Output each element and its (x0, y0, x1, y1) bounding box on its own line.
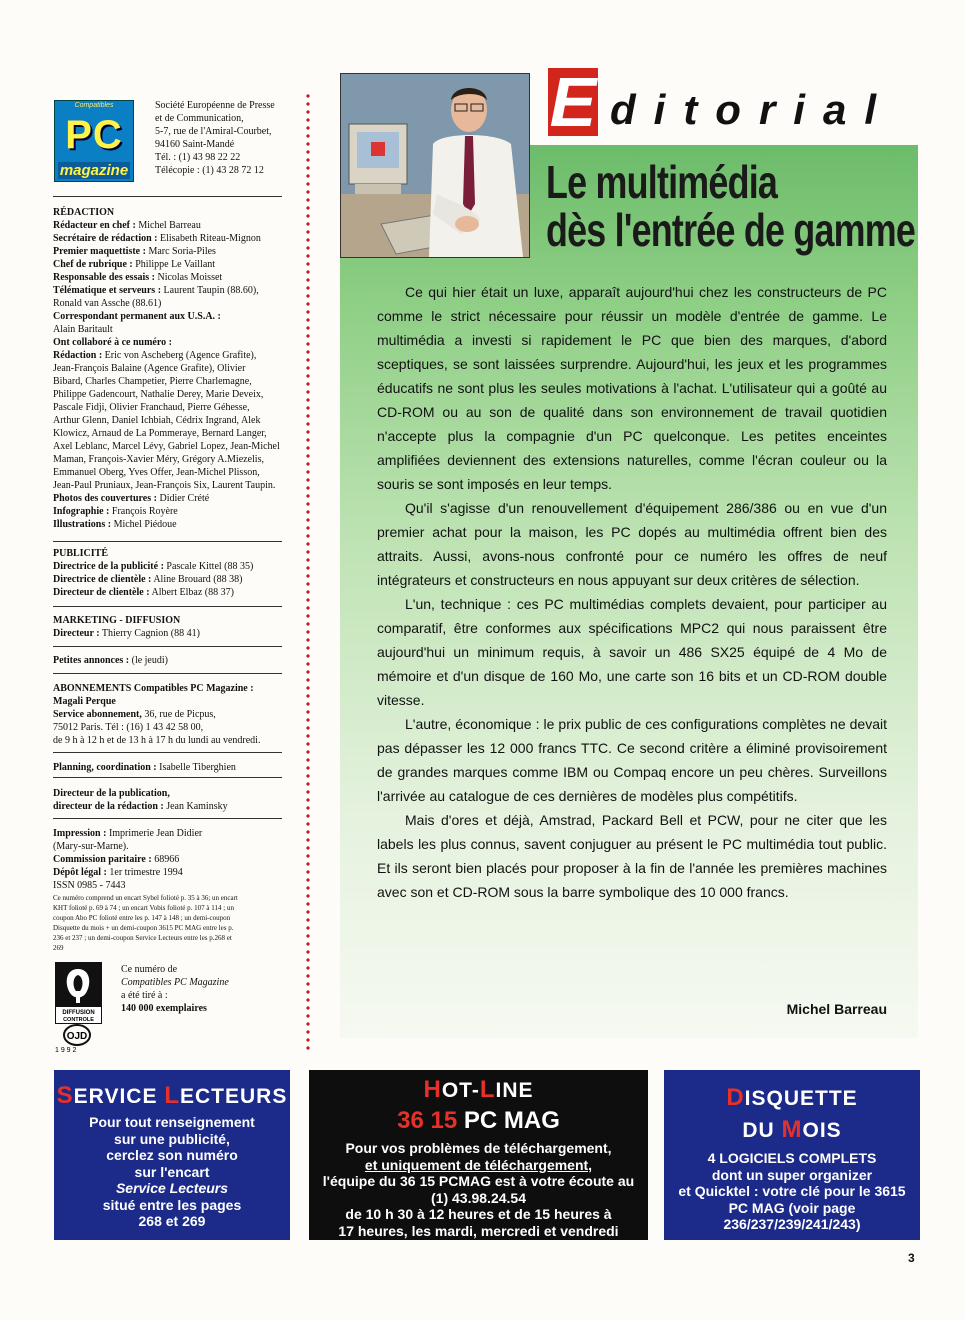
credit-row (53, 401, 288, 414)
credit-label: Ont collaboré à ce numéro : (53, 337, 172, 348)
credit-row (53, 297, 288, 310)
direction-credits (53, 787, 288, 813)
credit-label: Petites annonces : (53, 655, 130, 666)
credit-text: Thierry Cagnion (88 41) (99, 628, 200, 639)
credit-row (53, 573, 288, 586)
controle-label: CONTROLE (63, 1017, 94, 1023)
encart-line: Disquette du mois + un demi-coupon 3615 PC MAG entre les p. (53, 924, 234, 932)
credit-label: Responsable des essais : (53, 272, 155, 283)
title-text: ECTEURS (179, 1085, 288, 1108)
credit-text: 1er trimestre 1994 (106, 867, 183, 878)
credit-text: Arthur Glenn, Daniel Ichbiah, Cédrix Ingrand, Alek (53, 415, 261, 426)
box-line: l'équipe du 36 15 PCMAG est à votre écoute au (322, 1173, 635, 1189)
credit-text: Laurent Taupin (88.60), (161, 285, 259, 296)
impression-credits (53, 827, 288, 892)
hotline-box (309, 1070, 648, 1240)
diffusion-label: DIFFUSION (62, 1010, 95, 1016)
credit-row (53, 336, 288, 349)
divider (53, 752, 282, 753)
ojd-logo (55, 1024, 100, 1052)
credit-text: (le jeudi) (129, 655, 168, 666)
credit-label: Directrice de clientèle : (53, 574, 152, 585)
hotline-number (309, 1108, 648, 1134)
hotline-code: 36 15 (397, 1107, 458, 1134)
editorial-body (377, 280, 887, 904)
credit-label: Service abonnement, (53, 709, 142, 720)
publisher-line: Tél. : (1) 43 98 22 22 (155, 152, 241, 163)
credit-label: Planning, coordination : (53, 762, 157, 773)
divider (53, 673, 282, 674)
credit-row (53, 708, 288, 721)
credit-label: directeur de la rédaction : (53, 801, 164, 812)
credit-text: Marc Soria-Piles (145, 246, 216, 257)
credit-text: Ronald van Assche (88.61) (53, 298, 162, 309)
disquette-box (664, 1070, 920, 1240)
print-run (121, 963, 281, 1015)
encart-line: 269 (53, 944, 64, 952)
publisher-line: Société Européenne de Presse (155, 100, 275, 111)
title-initial: S (56, 1082, 74, 1109)
credit-text: Bibard, Charles Champetier, Pierre Charlemagne, (53, 376, 252, 387)
headline-line: Le multimédia (546, 156, 778, 208)
credit-row (53, 734, 288, 747)
credit-text: 68966 (151, 854, 180, 865)
credit-row (53, 560, 288, 573)
credit-text: Emmanuel Oberg, Yves Offer, Jean-Michel Plisson, (53, 467, 260, 478)
print-run-count: 140 000 exemplaires (121, 1003, 207, 1014)
title-text: ERVICE (73, 1085, 165, 1108)
redaction-credits (53, 206, 288, 531)
credit-text: Alain Baritault (53, 324, 113, 335)
credit-label: Directeur : (53, 628, 100, 639)
box-line: (1) 43.98.24.54 (431, 1189, 526, 1206)
section-heading: ABONNEMENTS Compatibles PC Magazine : (53, 683, 254, 694)
credit-row (53, 866, 288, 879)
editorial-word: ditorial (610, 86, 895, 133)
credit-row (53, 721, 288, 734)
credit-row (53, 414, 288, 427)
credit-row (53, 800, 288, 813)
box-line: dont un super organizer (711, 1166, 873, 1183)
credit-row (53, 827, 288, 840)
title-text: ISQUETTE (744, 1087, 858, 1110)
credit-text: Philippe Le Vaillant (132, 259, 216, 270)
logo-pc: PC (65, 113, 123, 157)
credit-row (53, 440, 288, 453)
editorial-paragraph: L'un, technique : ces PC multimédias complets devaient, pour participer au comparatif, être conformes aux spécifications MPC2 qui nous paraissent être aujourd'hui un minimum requis, à savoir un 486 SX25 équipé de 4 Mo de mémoire et d'un disque de 160 Mo, une carte son 16 bits et un CD-ROM double vitesse. (377, 596, 887, 708)
box-line: 17 heures, les mardi, mercredi et vendredi (338, 1222, 619, 1239)
credit-row (53, 840, 288, 853)
encart-line: coupon Abo PC folioté entre les p. 147 à 148 ; un demi-coupon (53, 914, 231, 922)
credit-label: Directrice de la publicité : (53, 561, 164, 572)
credit-text: 75012 Paris. Tél : (16) 1 43 42 58 00, (53, 722, 204, 733)
credit-text: Axel Leblanc, Marcel Lévy, Gabriel Lopez, Jean-Michel (53, 441, 280, 452)
box-line: Service Lecteurs (115, 1180, 229, 1196)
editorial-paragraph: L'autre, économique : le prix public de ces configurations complètes ne devait pas dépasser les 12 000 francs TTC. Ce second critère a éliminé provisoirement de grandes marques comme IBM ou Compaq encore un peu chères. Surveillons l'arrivée au catalogue de ces dernières de modèles plus compétitifs. (377, 716, 887, 804)
credit-row (53, 362, 288, 375)
credit-text: Isabelle Tiberghien (156, 762, 236, 773)
credit-label: Correspondant permanent aux U.S.A. : (53, 311, 221, 322)
divider (53, 541, 282, 542)
credit-text: Pascale Kittel (88 35) (163, 561, 254, 572)
credit-text: Nicolas Moisset (154, 272, 223, 283)
publisher-line: Télécopie : (1) 43 28 72 12 (155, 165, 264, 176)
page-number: 3 (908, 1251, 915, 1265)
service-lecteurs-box (54, 1070, 290, 1240)
credit-row (53, 323, 288, 336)
credit-row (53, 853, 288, 866)
encart-line: KHT folioté p. 69 à 74 ; un encart Vobis folioté p. 107 à 114 ; un (53, 904, 234, 912)
credit-text: 36, rue de Picpus, (141, 709, 216, 720)
credit-row (53, 245, 288, 258)
credit-text: Albert Elbaz (88 37) (149, 587, 234, 598)
print-run-line: a été tiré à : (121, 990, 168, 1001)
encart-line: Ce numéro comprend un encart Sybel folioté p. 35 à 36; un encart (53, 894, 238, 902)
magazine-logo (54, 100, 134, 182)
box-line: situé entre les pages (102, 1196, 242, 1213)
credit-label: Directeur de la publication, (53, 788, 170, 799)
disquette-title (664, 1084, 920, 1112)
credit-label: Directeur de clientèle : (53, 587, 150, 598)
credit-row (53, 310, 288, 323)
logo-magazine: magazine (59, 162, 129, 179)
abonnements-credits (53, 682, 288, 747)
divider (53, 606, 282, 607)
box-line: Pour tout renseignement (89, 1114, 255, 1130)
credit-row (53, 271, 288, 284)
box-line: PC MAG (voir page (728, 1199, 856, 1216)
credit-row (53, 586, 288, 599)
title-initial: L (479, 1076, 496, 1103)
credit-label: Rédaction : (53, 350, 103, 361)
credit-row (53, 284, 288, 297)
divider (53, 196, 282, 197)
publicite-credits (53, 547, 288, 599)
credit-row (53, 518, 288, 531)
credit-text: ISSN 0985 - 7443 (53, 880, 126, 891)
print-run-line: Compatibles PC Magazine (121, 977, 229, 988)
box-line: de 10 h 30 à 12 heures et de 15 heures à (345, 1206, 612, 1222)
box-line: sur une publicité, (114, 1130, 230, 1147)
section-heading: PUBLICITÉ (53, 548, 109, 559)
title-initial: H (423, 1076, 442, 1103)
credit-text: Imprimerie Jean Didier (106, 828, 203, 839)
credit-text: Maman, François-Xavier Méry, Grégory A.Miezelis, (53, 454, 264, 465)
credit-text: Michel Piédoue (111, 519, 177, 530)
divider (53, 818, 282, 819)
publisher-line: et de Communication, (155, 113, 244, 124)
credit-row (53, 492, 288, 505)
title-initial: M (781, 1116, 803, 1143)
credit-label: Illustrations : (53, 519, 112, 530)
editorial-paragraph: Mais d'ores et déjà, Amstrad, Packard Bell et PCW, pour ne citer que les labels les plus connus, savent conjuguer au présent le PC multimédia tout public. Et ils seront bien placés pour proposer à la fin de l'année les premières machines avec son et CD-ROM sous la barre symbolique des 10 000 francs. (377, 812, 887, 900)
logo-tag: Compatibles (74, 102, 114, 109)
credit-text: (Mary-sur-Marne). (53, 841, 129, 852)
credit-label: Premier maquettiste : (53, 246, 146, 257)
title-text: OT- (441, 1079, 480, 1102)
box-line: 4 LOGICIELS COMPLETS (707, 1150, 877, 1166)
encart-line: 236 et 237 ; un demi-coupon Service Lecteurs entre les p.268 et (53, 934, 232, 942)
publisher-line: 94160 Saint-Mandé (155, 139, 235, 150)
credit-row (53, 466, 288, 479)
credit-row (53, 879, 288, 892)
credit-text: Michel Barreau (135, 220, 201, 231)
editorial-paragraph: Qu'il s'agisse d'un renouvellement d'équipement 286/386 ou en vue d'un premier achat pour la maison, les PC dopés au multimédia offrent bien des attraits. Aussi, avons-nous confronté pour ce numéro les offres de neuf intégrateurs et constructeurs en nous appuyant sur deux critères de sélection. (377, 500, 887, 588)
section-heading: MARKETING - DIFFUSION (53, 615, 181, 626)
credit-label: Dépôt légal : (53, 867, 107, 878)
credit-row (53, 453, 288, 466)
credit-row (53, 258, 288, 271)
box-line: 268 et 269 (138, 1213, 206, 1229)
credit-text: de 9 h à 12 h et de 13 h à 17 h du lundi au vendredi. (53, 735, 261, 746)
box-line: Pour vos problèmes de téléchargement, (345, 1140, 612, 1156)
publisher-line: 5-7, rue de l'Amiral-Courbet, (155, 126, 272, 137)
encart-notice (53, 893, 288, 953)
credit-label: Commission paritaire : (53, 854, 152, 865)
divider (53, 646, 282, 647)
hotline-service: PC MAG (457, 1107, 560, 1134)
credit-text: Philippe Gadencourt, Nathalie Derey, Marie Deveix, (53, 389, 264, 400)
credit-label: Photos des couvertures : (53, 493, 157, 504)
credit-row (53, 219, 288, 232)
credit-text: Jean Kaminsky (163, 801, 228, 812)
box-line: et uniquement de téléchargement, (364, 1156, 593, 1173)
title-text: INE (495, 1079, 534, 1102)
editorial-initial: E (549, 63, 597, 141)
hotline-title (309, 1076, 648, 1104)
print-run-line: Ce numéro de (121, 964, 178, 975)
annonces-credits (53, 654, 288, 667)
divider (53, 777, 282, 778)
disquette-title-2 (664, 1116, 920, 1144)
credit-label: Chef de rubrique : (53, 259, 133, 270)
credit-row (53, 232, 288, 245)
editorial-headline (546, 156, 916, 256)
planning-credits (53, 761, 288, 774)
credit-text: Jean-François Balaine (Agence Grafite), Olivier (53, 363, 246, 374)
credit-row (53, 695, 288, 708)
editorial-signature: Michel Barreau (786, 1001, 887, 1017)
box-line: et Quicktel : votre clé pour le 3615 (678, 1183, 906, 1199)
credit-row (53, 427, 288, 440)
credit-text: Didier Crété (156, 493, 210, 504)
box-line: cerclez son numéro (106, 1147, 238, 1163)
dotted-separator (306, 92, 310, 1050)
credit-label: Magali Perque (53, 696, 116, 707)
credit-row (53, 505, 288, 518)
ojd-year: 1 9 9 2 (55, 1047, 77, 1054)
headline-line: dès l'entrée de gamme (546, 204, 916, 256)
credit-row (53, 388, 288, 401)
diffusion-controle-logo (55, 962, 102, 1024)
editor-photo (340, 73, 530, 258)
title-initial: L (164, 1082, 180, 1109)
box-line: sur l'encart (134, 1163, 210, 1180)
credit-text: Elisabeth Riteau-Mignon (157, 233, 261, 244)
credit-label: Secrétaire de rédaction : (53, 233, 158, 244)
credit-text: Pascale Fidji, Olivier Franchaud, Pierre Géhesse, (53, 402, 250, 413)
section-heading: RÉDACTION (53, 207, 115, 218)
editorial-paragraph: Ce qui hier était un luxe, apparaît aujourd'hui chez les constructeurs de PC comme le strict nécessaire pour réussir un modèle d'entrée de gamme. Le multimédia a investi si rapidement le PC que bien des marques, d'abord sceptiques, se sont laissées surprendre. Aujourd'hui, les jeux et les programmes éducatifs ne sont plus les seules motivations à l'achat. L'utilisateur qui a goûté au CD-ROM ou au son de qualité dans son environnement de travail quotidien n'accepte plus la compagnie d'un PC quelconque. Les petites enceintes amplifiées deviennent des extensions naturelles, comme l'écran couleur ou la souris se sont imposés en leur temps. (377, 284, 887, 492)
credit-text: François Royère (109, 506, 178, 517)
credit-label: Rédacteur en chef : (53, 220, 136, 231)
credit-text: Aline Brouard (88 38) (151, 574, 243, 585)
credit-row (53, 375, 288, 388)
marketing-credits (53, 614, 288, 640)
credit-label: Impression : (53, 828, 107, 839)
credit-row (53, 627, 288, 640)
credit-row (53, 787, 288, 800)
ojd-text: OJD (66, 1031, 88, 1042)
credit-text: Jean-Paul Pruniaux, Jean-François Six, Laurent Taupin. (53, 480, 276, 491)
title-text: OIS (802, 1119, 842, 1142)
credit-text: Klowicz, Arnaud de La Pommeraye, Bernard Langer, (53, 428, 267, 439)
credit-row (53, 479, 288, 492)
box-line: 236/237/239/241/243) (723, 1216, 861, 1232)
title-text: DU (742, 1119, 782, 1142)
publisher-address (155, 99, 290, 177)
credit-row (53, 349, 288, 362)
credit-text: Eric von Ascheberg (Agence Grafite), (102, 350, 257, 361)
credit-label: Infographie : (53, 506, 110, 517)
credit-label: Télématique et serveurs : (53, 285, 162, 296)
editorial-title (548, 64, 938, 144)
title-initial: D (726, 1084, 745, 1111)
service-title (54, 1082, 290, 1110)
